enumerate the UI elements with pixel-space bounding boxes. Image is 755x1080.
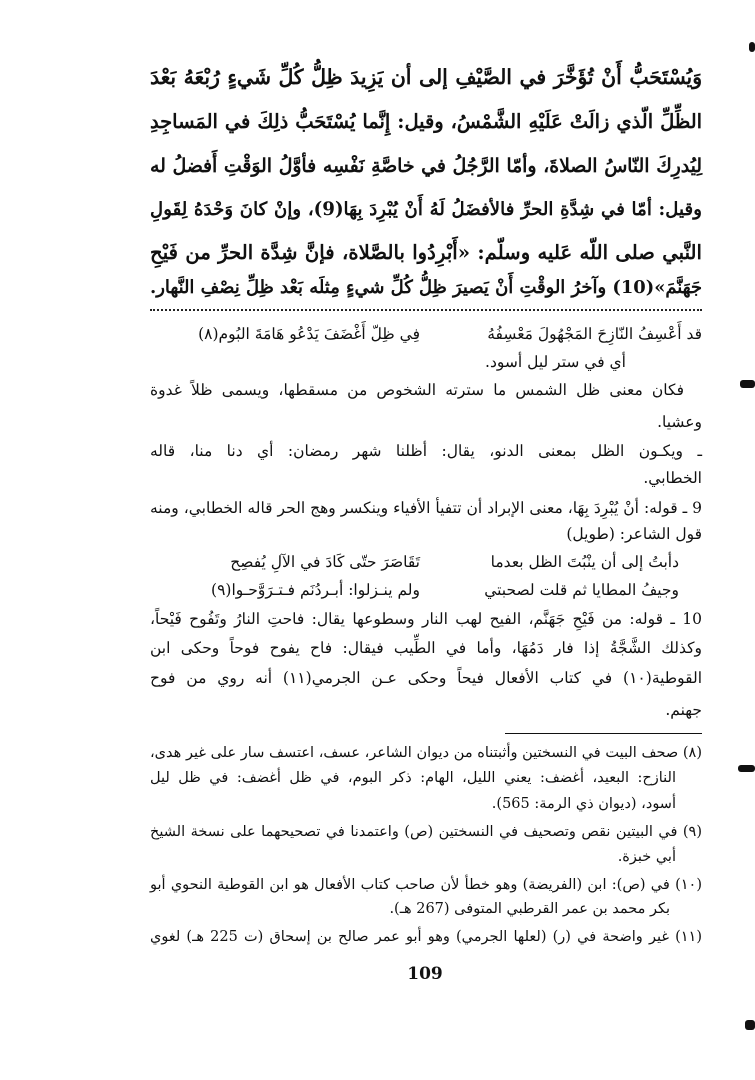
main-text-line-1: وَيُسْتَحَبُّ أَنْ تُؤَخَّرَ في الصَّيْفِ إلى أن يَزِيدَ ظِلُّ كُلِّ شَيءٍ رُبْعَهُ بَعْدَ (150, 65, 702, 89)
footnote-8-line-2: النازح: البعيد، أغضف: يعني الليل، الهام: ذكر البوم، في ظل أغضف: في ظل ليل (150, 770, 676, 786)
verse-3-first-hemistich: وجيفُ المطايا ثم قلت لصحبتي (484, 581, 679, 599)
commentary-line-6: 9 ـ قوله: أنْ يُبْرِدَ بِهَا، معنى الإبراد أن تتفيأ الأفياء وينكسر وهج الحر قاله الخطابي، ومنه (150, 499, 702, 517)
page-number: 109 (407, 964, 443, 984)
footnote-8-line-1: (٨) صحف البيت في النسختين وأثبتناه من ديوان الشاعر، عسف، اعتسف سار على غير هدى، (150, 745, 702, 761)
commentary-line-7: قول الشاعر: (طويل) (566, 525, 702, 543)
scan-edge-mark (749, 42, 755, 52)
footnote-9-line-1: (٩) في البيتين نقص وتصحيف في النسختين (ص) واعتمدنا في تصحيحهما على نسخة الشيخ (150, 824, 702, 840)
footnote-rule (505, 733, 702, 734)
scan-edge-mark (738, 765, 755, 772)
scan-edge-mark (745, 1020, 755, 1030)
commentary-line-8: 10 ـ قوله: من فَيْحِ جَهَنَّم، الفيح لهب النار وسطوعها يقال: فاحتِ النارُ وتَفُوح فَيْحاً، (150, 610, 702, 628)
commentary-line-1: أي في ستر ليل أسود. (485, 353, 626, 371)
commentary-line-5: الخطابي. (643, 469, 702, 487)
commentary-line-4: ـ ويكـون الظل بمعنى الدنو، يقال: أظلنا شهر رمضان: أي دنا منا، قاله (150, 442, 702, 460)
main-text-line-4: وقيل: أمّا في شِدَّةِ الحرِّ فالأفضَلُ لَهُ أَنْ يُبْرِدَ بِهَا(9)، وإنْ كانَ وَحْدَهُ لِقَولِ (150, 199, 702, 220)
commentary-line-3: وعشيا. (657, 413, 702, 431)
scan-edge-mark (740, 380, 755, 388)
footnote-10-line-1: (١٠) في (ص): ابن (الفريضة) وهو خطأ لأن صاحب كتاب الأفعال هو ابن القوطية النحوي أبو (150, 877, 702, 893)
footnote-10-line-2: بكر محمد بن عمر القرطبي المتوفى (267 هـ). (389, 901, 670, 917)
verse-1-first-hemistich: قد أَعْسِفُ النّازِحَ المَجْهُولَ مَعْسِفُهُ (487, 325, 702, 343)
commentary-line-2: فكان معنى ظل الشمس ما سترته الشخوص من مسقطها، ويسمى ظلاً غدوة (150, 381, 684, 399)
commentary-line-10: القوطية(١٠) في كتاب الأفعال فيحاً وحكى عـن الجرمي(١١) أنه روي من فوح (150, 669, 703, 687)
footnote-11-line-1: (١١) غير واضحة في (ر) (لعلها الجرمي) وهو أبو عمر صالح بن إسحاق (ت 225 هـ) لغوي (150, 929, 702, 945)
main-text-line-3: لِيُدرِكَ النّاسُ الصلاةَ، وأمّا الرَّجُلُ في خاصَّةِ نَفْسِه فأوَّلُ الوَقْتِ أَفضلُ له (150, 155, 702, 177)
commentary-line-9: وكذلك الشَّجَّةُ إذا فار دَمُهَا، وأما في الطِّيب فيقال: فاح يفوح فوحاً وحكى ابن (150, 639, 702, 657)
footnote-8-line-3: أسود، (ديوان ذي الرمة: 565). (491, 796, 676, 812)
verse-2-second-hemistich: تَقَاصَرَ حتّى كَادَ في الآلِ يُفصِح (230, 553, 420, 571)
main-text-line-6: جَهَنَّمَ»(10) وآخرُ الوقْتِ أَنْ يَصيرَ ظِلُّ كُلِّ شيءٍ مِثلَه بَعْد ظِلِّ نِصْفِ النَّهار. (150, 277, 702, 298)
footnote-9-line-2: أبي خبزة. (617, 849, 676, 865)
main-text-line-5: النَّبي صلى اللّه عَليه وسلّم: «أَبْرِدُوا بالصَّلاة، فإنَّ شِدَّة الحرِّ من فَيْحِ (150, 241, 702, 264)
main-text-line-2: الظِّلِّ الّذي زالَتْ عَلَيْهِ الشَّمْسُ، وقيل: إِنَّما يُسْتَحَبُّ ذلِكَ في المَساجِدِ (150, 110, 702, 133)
verse-1-second-hemistich: فِي ظِلّ أَغْضَفَ يَدْعُو هَامَةَ البُوم(٨) (198, 325, 420, 343)
commentary-line-11: جهنم. (665, 701, 702, 719)
verse-3-second-hemistich: ولم ينـزلوا: أبـردُنَم فـتـرَوَّحـوا(٩) (211, 581, 420, 599)
verse-2-first-hemistich: دأبتُ إلى أن ينْبُتَ الظل بعدما (490, 553, 679, 571)
section-divider (150, 309, 702, 311)
